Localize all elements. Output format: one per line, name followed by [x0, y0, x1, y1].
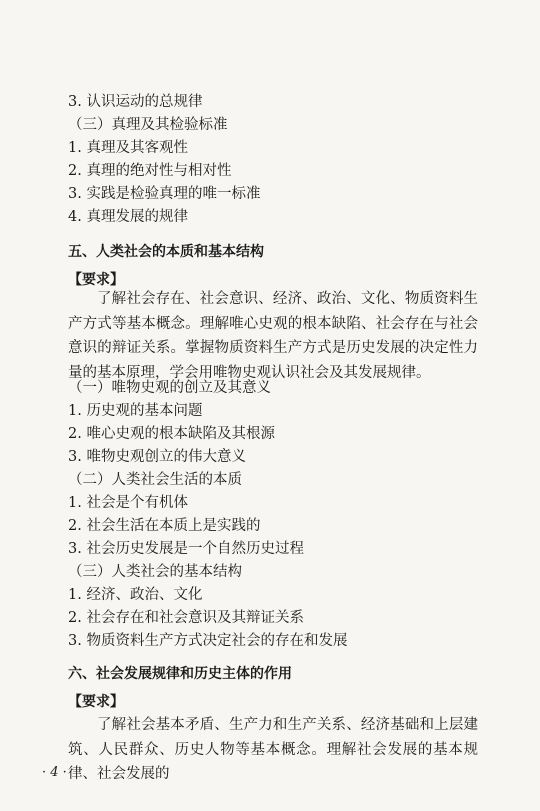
outline-item: 3. 社会历史发展是一个自然历史过程 — [68, 541, 304, 557]
outline-item: 2. 社会存在和社会意识及其辩证关系 — [68, 610, 304, 626]
requirement-paragraph: 了解社会基本矛盾、生产力和生产关系、经济基础和上层建筑、人民群众、历史人物等基本概念。理解社会发展的基本规律、社会发展的 — [68, 717, 478, 782]
section-heading: 五、人类社会的本质和基本结构 — [68, 244, 264, 260]
outline-item: 3. 物质资料生产方式决定社会的存在和发展 — [68, 633, 348, 649]
outline-item: 2. 社会生活在本质上是实践的 — [68, 518, 261, 534]
outline-subheading: （二）人类社会生活的本质 — [68, 472, 242, 488]
outline-item: 3. 实践是检验真理的唯一标准 — [68, 186, 261, 202]
outline-item: 1. 历史观的基本问题 — [68, 403, 203, 419]
outline-item: 3. 认识运动的总规律 — [68, 94, 203, 110]
outline-item: 2. 真理的绝对性与相对性 — [68, 163, 232, 179]
outline-item: 2. 唯心史观的根本缺陷及其根源 — [68, 426, 275, 442]
outline-subheading: （一）唯物史观的创立及其意义 — [68, 380, 271, 396]
page-number: · 4 · — [42, 765, 67, 780]
outline-item: 1. 真理及其客观性 — [68, 140, 188, 156]
outline-item: 1. 经济、政治、文化 — [68, 587, 203, 603]
outline-subheading: （三）人类社会的基本结构 — [68, 564, 242, 580]
outline-item: 4. 真理发展的规律 — [68, 209, 188, 225]
section-heading: 六、社会发展规律和历史主体的作用 — [68, 666, 292, 682]
outline-item: 1. 社会是个有机体 — [68, 495, 188, 511]
requirement-label: 【要求】 — [68, 694, 124, 710]
outline-item: 3. 唯物史观创立的伟大意义 — [68, 449, 246, 465]
requirement-label: 【要求】 — [68, 272, 124, 288]
requirement-paragraph: 了解社会存在、社会意识、经济、政治、文化、物质资料生产方式等基本概念。理解唯心史观的根本缺陷、社会存在与社会意识的辩证关系。掌握物质资料生产方式是历史发展的决定性力量的基本原理，学会用唯物史观认识社会及其发展规律。 — [68, 291, 478, 381]
outline-subheading: （三）真理及其检验标准 — [68, 117, 228, 133]
